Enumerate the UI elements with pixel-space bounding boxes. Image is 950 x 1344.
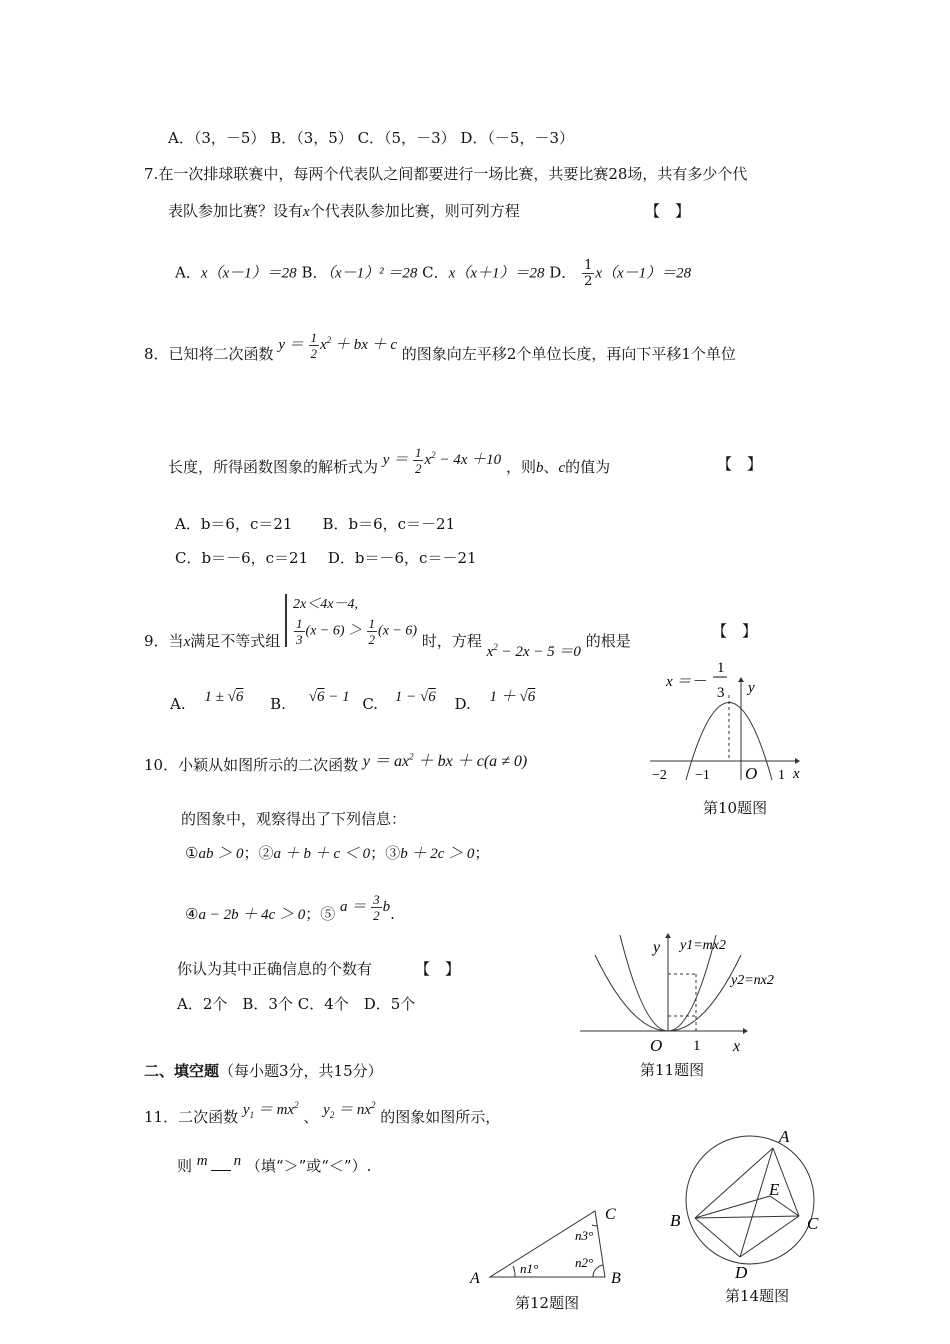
q9-number: 9． (144, 632, 169, 650)
q9-options (170, 689, 536, 714)
fig14-circle-shape (686, 1136, 814, 1264)
q10-line3: ①ab ＞ 0；②a ＋ b ＋ c ＜ 0；③b ＋ 2c ＞ 0； (185, 844, 490, 862)
q7-number: 7. (144, 165, 159, 183)
q9-opt-a: A. (170, 695, 186, 713)
q9-line: 9．当x满足不等式组 2x＜4x－4, $\frac{1}{3}$ (x − 6) ＞ $\frac{1}{2}$ (x − 6) 时，方程 $x^2 - 2x - 5 =0$ 的根是 (144, 580, 631, 661)
fig14-circle (665, 1120, 830, 1285)
q10-line2: 的图象中，观察得出了下列信息： (181, 810, 407, 828)
q7-text1: 在一次排球联赛中，每两个代表队之间都要进行一场比赛，共要比赛28场，共有多少个代 (158, 165, 748, 183)
q8-line2: 长度，所得函数图象的解析式为 y ＝ $\frac{1}{2}$ $x^2 - 4x +10$ ，则b、c的值为 (168, 445, 611, 476)
fig10-graph (640, 655, 820, 785)
q8-line1 (144, 330, 736, 371)
q10-line4: ④a − 2b ＋ 4c ＞ 0；⑤ a ＝ $\frac{3}{2}$ b. (185, 892, 395, 923)
fig10-frac-num: 1 (717, 660, 725, 676)
q7-frac-half: $\frac{1}{2}$ (584, 258, 593, 289)
fig10-x-label: x (793, 766, 800, 782)
fig10-y-label: y (748, 680, 755, 696)
q7-options (175, 258, 691, 289)
q10-line5 (177, 958, 372, 979)
fig11-curve1-label: y1=mx2 (680, 938, 726, 953)
q11-text2b: （填“＞”或“＜”）. (245, 1157, 372, 1175)
q7-line2 (168, 200, 520, 221)
q9-text-d: 的根是 (585, 632, 631, 650)
q7-text2b: 个代表队参加比赛，则可列方程 (309, 202, 520, 220)
q11-text1a: 二次函数 (178, 1108, 239, 1126)
q10-number: 10． (144, 756, 179, 774)
fig12-label-c: C (605, 1206, 616, 1223)
fig12-triangle (465, 1195, 635, 1290)
fig14-label-e: E (769, 1180, 780, 1199)
q8-bracket: 【 】 (717, 455, 763, 473)
fig10-frac-den: 3 (717, 685, 725, 701)
q9-ineq-1: 2x＜4x－4, (293, 597, 358, 612)
q8-text2b: ，则 (505, 457, 536, 476)
q8-text1a: 已知将二次函数 (168, 344, 274, 363)
q8-text2a: 长度，所得函数图象的解析式为 (168, 457, 379, 476)
fig11-caption: 第11题图 (640, 1061, 705, 1079)
fig12-caption: 第12题图 (515, 1294, 580, 1312)
q7-bracket: 【 】 (645, 202, 691, 220)
fig10-tick-1: 1 (778, 768, 785, 783)
q10-bracket: 【 】 (415, 960, 461, 978)
fig12-n1: n1° (520, 1261, 539, 1276)
q7-opt-a-expr: x（x－1）＝28 (200, 265, 297, 282)
q7-var: x (303, 204, 310, 220)
q8-options-2: C．b＝－6，c＝21 D．b＝－6，c＝－21 (175, 549, 477, 567)
fig14-label-b: B (670, 1211, 681, 1230)
q9-opt-b: B. (270, 695, 286, 713)
q6-options: A．（3，－5） B．（3，5） C．（5，－3） D．（－5，－3） (168, 129, 575, 147)
fig11-graph (575, 930, 785, 1060)
fig14-caption: 第14题图 (725, 1287, 790, 1305)
q11-number: 11． (144, 1108, 179, 1126)
q10-line1 (144, 752, 527, 775)
q10-function: $y = ax^2$ ＋ bx ＋ c(a ≠ 0) (362, 751, 528, 770)
fig12-n2: n2° (575, 1255, 594, 1270)
fig11-x-label: x (733, 1038, 741, 1055)
q10-text4: 你认为其中正确信息的个数有 (177, 960, 373, 978)
q7-opt-c: C． (422, 263, 449, 282)
q11-text1b: 、 (303, 1108, 319, 1126)
fig12-n3: n3° (575, 1228, 594, 1243)
q9-opt-a-expr: 1 ± √6 (204, 689, 244, 705)
fig10-axis-label: x ＝－ (666, 674, 707, 690)
q11-text1c: 的图象如图所示， (380, 1108, 501, 1126)
fig14-label-d: D (735, 1263, 748, 1282)
q8-options-1: A．b＝6，c＝21 B．b＝6，c＝－21 (175, 515, 456, 533)
fig10-caption: 第10题图 (703, 799, 768, 817)
q11-text2a: 则 (177, 1157, 193, 1175)
q8-number: 8． (144, 344, 169, 363)
section2-heading (144, 1060, 383, 1081)
q9-equation: $x^2 - 2x - 5 =0$ (486, 642, 581, 660)
q7-opt-c-expr: x（x＋1）＝28 (448, 265, 545, 282)
q7-opt-b-expr: （x－1）² ＝28 (327, 265, 418, 282)
q11-line1: 11．二次函数 $y_1 = mx^2$ 、 $y_2 = nx^2$ 的图象如图所示， (144, 1100, 501, 1126)
q10-options: A．2个 B．3个 C．4个 D．5个 (177, 995, 416, 1013)
section2-title: 二、填空题 (144, 1062, 220, 1080)
q11-line2: 则 m n （填“＞”或“＜”）. (177, 1153, 372, 1175)
fig10-origin: O (745, 764, 758, 783)
q11-blank (211, 1170, 231, 1171)
fig14-label-c: C (807, 1214, 819, 1233)
fig11-y-label: y (653, 939, 661, 956)
q7-opt-d-expr: x（x－1）＝28 (595, 265, 692, 282)
q9-opt-d: D. (454, 695, 471, 713)
q8-result-function: y ＝ $\frac{1}{2}$ $x^2 - 4x +10$ (382, 445, 502, 476)
q9-bracket: 【 】 (712, 622, 758, 640)
fig14-label-a: A (779, 1127, 790, 1146)
fig12-label-a: A (470, 1270, 480, 1287)
q9-opt-d-expr: 1 ＋ √6 (489, 689, 536, 705)
q9-text-a: 当 (168, 632, 184, 650)
q9-text-b: 满足不等式组 (190, 632, 281, 650)
q7-line1 (144, 163, 747, 184)
q9-opt-c-expr: 1 − √6 (394, 689, 436, 705)
q7-text2a: 表队参加比赛？设有 (168, 202, 304, 220)
q7-opt-b: B． (301, 263, 328, 282)
fig10-tick-neg1: −1 (695, 768, 710, 783)
q8-text2c: 、 (543, 457, 559, 476)
q10-text1: 小颖从如图所示的二次函数 (178, 756, 359, 774)
q7-opt-d: D． (549, 263, 577, 282)
q8-function: y ＝ $\frac{1}{2}$ $x^2$ ＋ bx ＋ c (278, 330, 398, 361)
q9-text-c: 时，方程 (421, 632, 482, 650)
fig11-tick-1: 1 (693, 1038, 701, 1054)
fig11-curve2-label: y2=nx2 (731, 973, 774, 988)
q9-opt-c: C. (362, 695, 379, 713)
fig11-origin: O (650, 1036, 663, 1055)
q9-inequality-system: 2x＜4x－4, $\frac{1}{3}$ (x − 6) ＞ $\frac{1}{2}$ (x − 6) (285, 594, 417, 647)
q8-text1b: 的图象向左平移2个单位长度，再向下平移1个单位 (401, 344, 736, 363)
q7-opt-a: A． (175, 263, 201, 282)
fig12-label-b: B (611, 1270, 621, 1287)
fig10-tick-neg2: −2 (652, 768, 667, 783)
section2-note: （每小题3分，共15分） (219, 1062, 383, 1080)
q9-opt-b-expr: √6 − 1 (308, 689, 350, 705)
q8-text2d: 的值为 (565, 457, 611, 476)
